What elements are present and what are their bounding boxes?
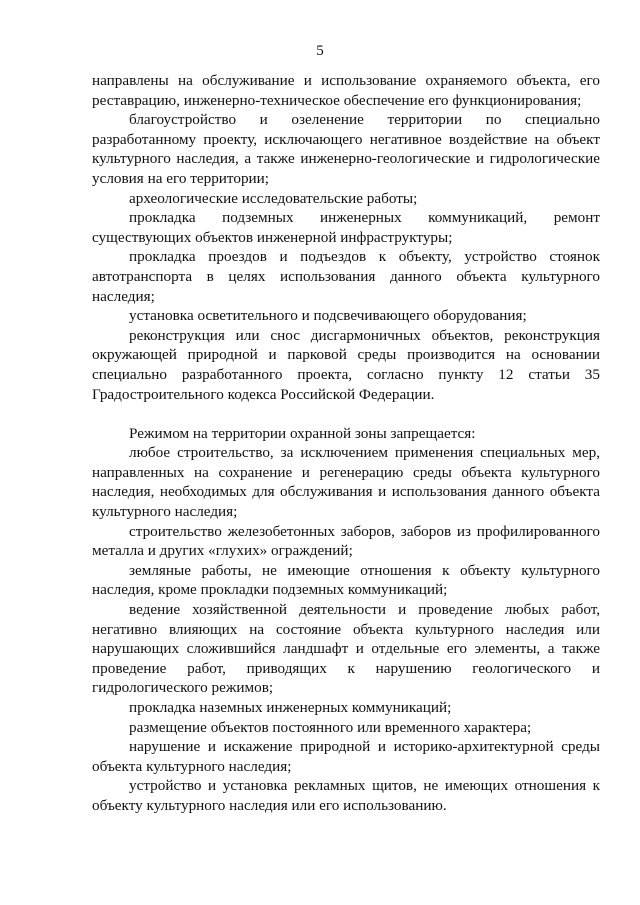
text-line: наследия; <box>92 287 155 305</box>
text-line: разработанному проекту, исключающего негативное воздействие на объект <box>92 130 600 148</box>
text-line: археологические исследовательские работы; <box>129 189 418 207</box>
text-line: гидрологического режимов; <box>92 679 274 697</box>
text-line: окружающей природной и парковой среды производится на основании <box>92 346 600 364</box>
text-line: наследия, необходимых для обслуживания и использования данного объекта <box>92 483 600 501</box>
text-line: Градостроительного кодекса Российской Федерации. <box>92 385 435 403</box>
text-line: земляные работы, не имеющие отношения к объекту культурного <box>129 561 600 579</box>
text-line: устройство и установка рекламных щитов, не имеющих отношения к <box>129 777 600 795</box>
text-line: культурного наследия, а также инженерно-геологические и гидрологические <box>92 150 600 168</box>
text-line: строительство железобетонных заборов, заборов из профилированного <box>129 522 600 540</box>
paragraph-gap <box>92 404 600 424</box>
text-line: размещение объектов постоянного или временного характера; <box>129 718 532 736</box>
text-line: нарушающих сложившийся ландшафт и отдельные его элементы, а также <box>92 640 600 658</box>
text-line: реставрацию, инженерно-техническое обеспечение его функционирования; <box>92 91 582 109</box>
text-line: условия на его территории; <box>92 169 270 187</box>
text-line: направлены на обслуживание и использование охраняемого объекта, его <box>92 72 600 89</box>
text-line: нарушение и искажение природной и историко-архитектурной среды <box>129 738 600 756</box>
text-line: установка осветительного и подсвечивающего оборудования; <box>129 307 527 325</box>
text-line: прокладка наземных инженерных коммуникаций; <box>129 699 452 716</box>
text-line: реконструкция или снос дисгармоничных объектов, реконструкция <box>129 326 600 344</box>
text-line: прокладка подземных инженерных коммуникаций, ремонт <box>129 209 600 227</box>
text-line: объекту культурного наследия или его использованию. <box>92 796 447 814</box>
document-body <box>92 71 600 816</box>
text-line: существующих объектов инженерной инфраструктуры; <box>92 228 453 246</box>
text-line: объекта культурного наследия; <box>92 757 292 775</box>
text-line: проведение работ, приводящих к нарушению геологического и <box>92 659 600 677</box>
text-line: благоустройство и озеленение территории по специально <box>129 111 600 129</box>
text-line: негативно влияющих на состояние объекта культурного наследия или <box>92 620 600 638</box>
text-line: Режимом на территории охранной зоны запрещается: <box>129 424 476 442</box>
text-line: прокладка проездов и подъездов к объекту, устройство стоянок <box>129 248 600 266</box>
text-line: металла и других «глухих» ограждений; <box>92 542 353 560</box>
page-number: 5 <box>316 43 324 59</box>
text-line: любое строительство, за исключением применения специальных мер, <box>129 444 600 462</box>
text-line: культурного наследия; <box>92 503 238 521</box>
text-line: автотранспорта в целях использования данного объекта культурного <box>92 267 600 285</box>
text-line: специально разработанного проекта, согласно пункту 12 статьи 35 <box>92 365 600 383</box>
text-line: направленных на сохранение и регенерацию среды объекта культурного <box>92 463 600 481</box>
text-line: ведение хозяйственной деятельности и проведение любых работ, <box>129 601 600 619</box>
text-line: наследия, кроме прокладки подземных коммуникаций; <box>92 581 448 599</box>
